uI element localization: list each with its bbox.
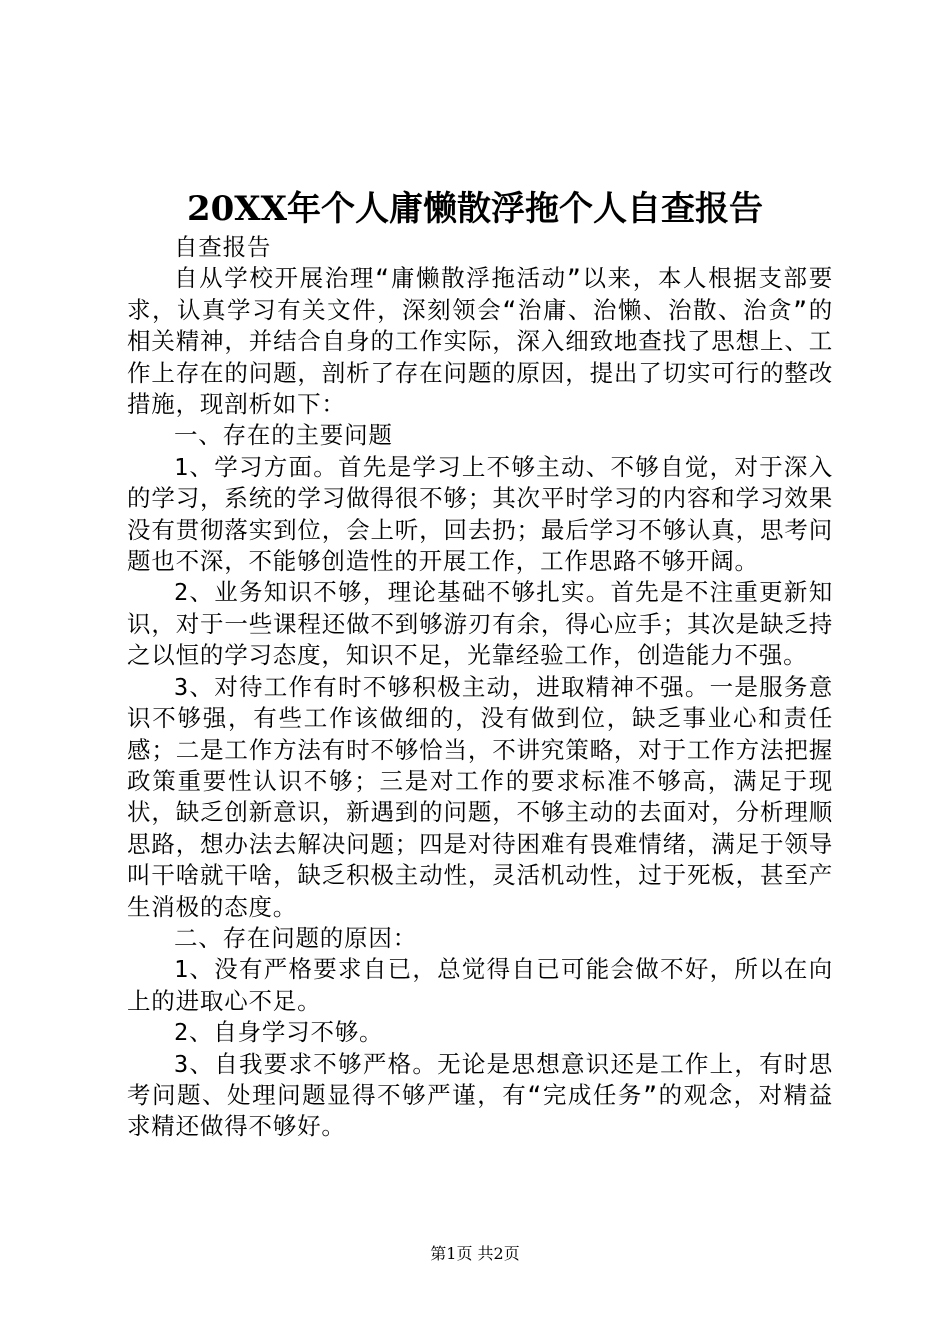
paragraph-problem-2: 2、业务知识不够，理论基础不够扎实。首先是不注重更新知识，对于一些课程还做不到够游刃有余，得心应手；其次是缺乏持之以恒的学习态度，知识不足，光靠经验工作，创造能力不强。 xyxy=(127,578,833,670)
paragraph-problem-1: 1、学习方面。首先是学习上不够主动、不够自觉，对于深入的学习，系统的学习做得很不够；其次平时学习的内容和学习效果没有贯彻落实到位，会上听，回去扔；最后学习不够认真，思考问题也不深，不能够创造性的开展工作，工作思路不够开阔。 xyxy=(127,452,833,576)
section-heading-problems: 一、存在的主要问题 xyxy=(174,421,393,450)
paragraph-cause-3: 3、自我要求不够严格。无论是思想意识还是工作上，有时思考问题、处理问题显得不够严谨，有“完成任务”的观念，对精益求精还做得不够好。 xyxy=(127,1049,833,1141)
section-heading-causes: 二、存在问题的原因： xyxy=(174,923,417,952)
page-footer: 第1页 共2页 xyxy=(430,1244,520,1263)
paragraph-cause-2: 2、自身学习不够。 xyxy=(174,1018,384,1047)
paragraph-cause-1: 1、没有严格要求自已，总觉得自已可能会做不好，所以在向上的进取心不足。 xyxy=(127,955,833,1015)
paragraph-heading-report: 自查报告 xyxy=(174,233,272,261)
paragraph-problem-3: 3、对待工作有时不够积极主动，进取精神不强。一是服务意识不够强，有些工作该做细的，没有做到位，缺乏事业心和责任感；二是工作方法有时不够恰当，不讲究策略，对于工作方法把握政策重要性认识不够；三是对工作的要求标准不够高，满足于现状，缺乏创新意识，新遇到的问题，不够主动的去面对，分析理顺思路，想办法去解决问题；四是对待困难有畏难情绪，满足于领导叫干啥就干啥，缺乏积极主动性，灵活机动性，过于死板，甚至产生消极的态度。 xyxy=(127,672,833,921)
document-title: 20XX年个人庸懒散浮拖个人自查报告 xyxy=(186,189,764,229)
paragraph-intro: 自从学校开展治理“庸懒散浮拖活动”以来，本人根据支部要求，认真学习有关文件，深刻领会“治庸、治懒、治散、治贪”的相关精神，并结合自身的工作实际，深入细致地查找了思想上、工作上存在的问题，剖析了存在问题的原因，提出了切实可行的整改措施，现剖析如下： xyxy=(127,264,833,419)
document-body xyxy=(127,232,833,1143)
